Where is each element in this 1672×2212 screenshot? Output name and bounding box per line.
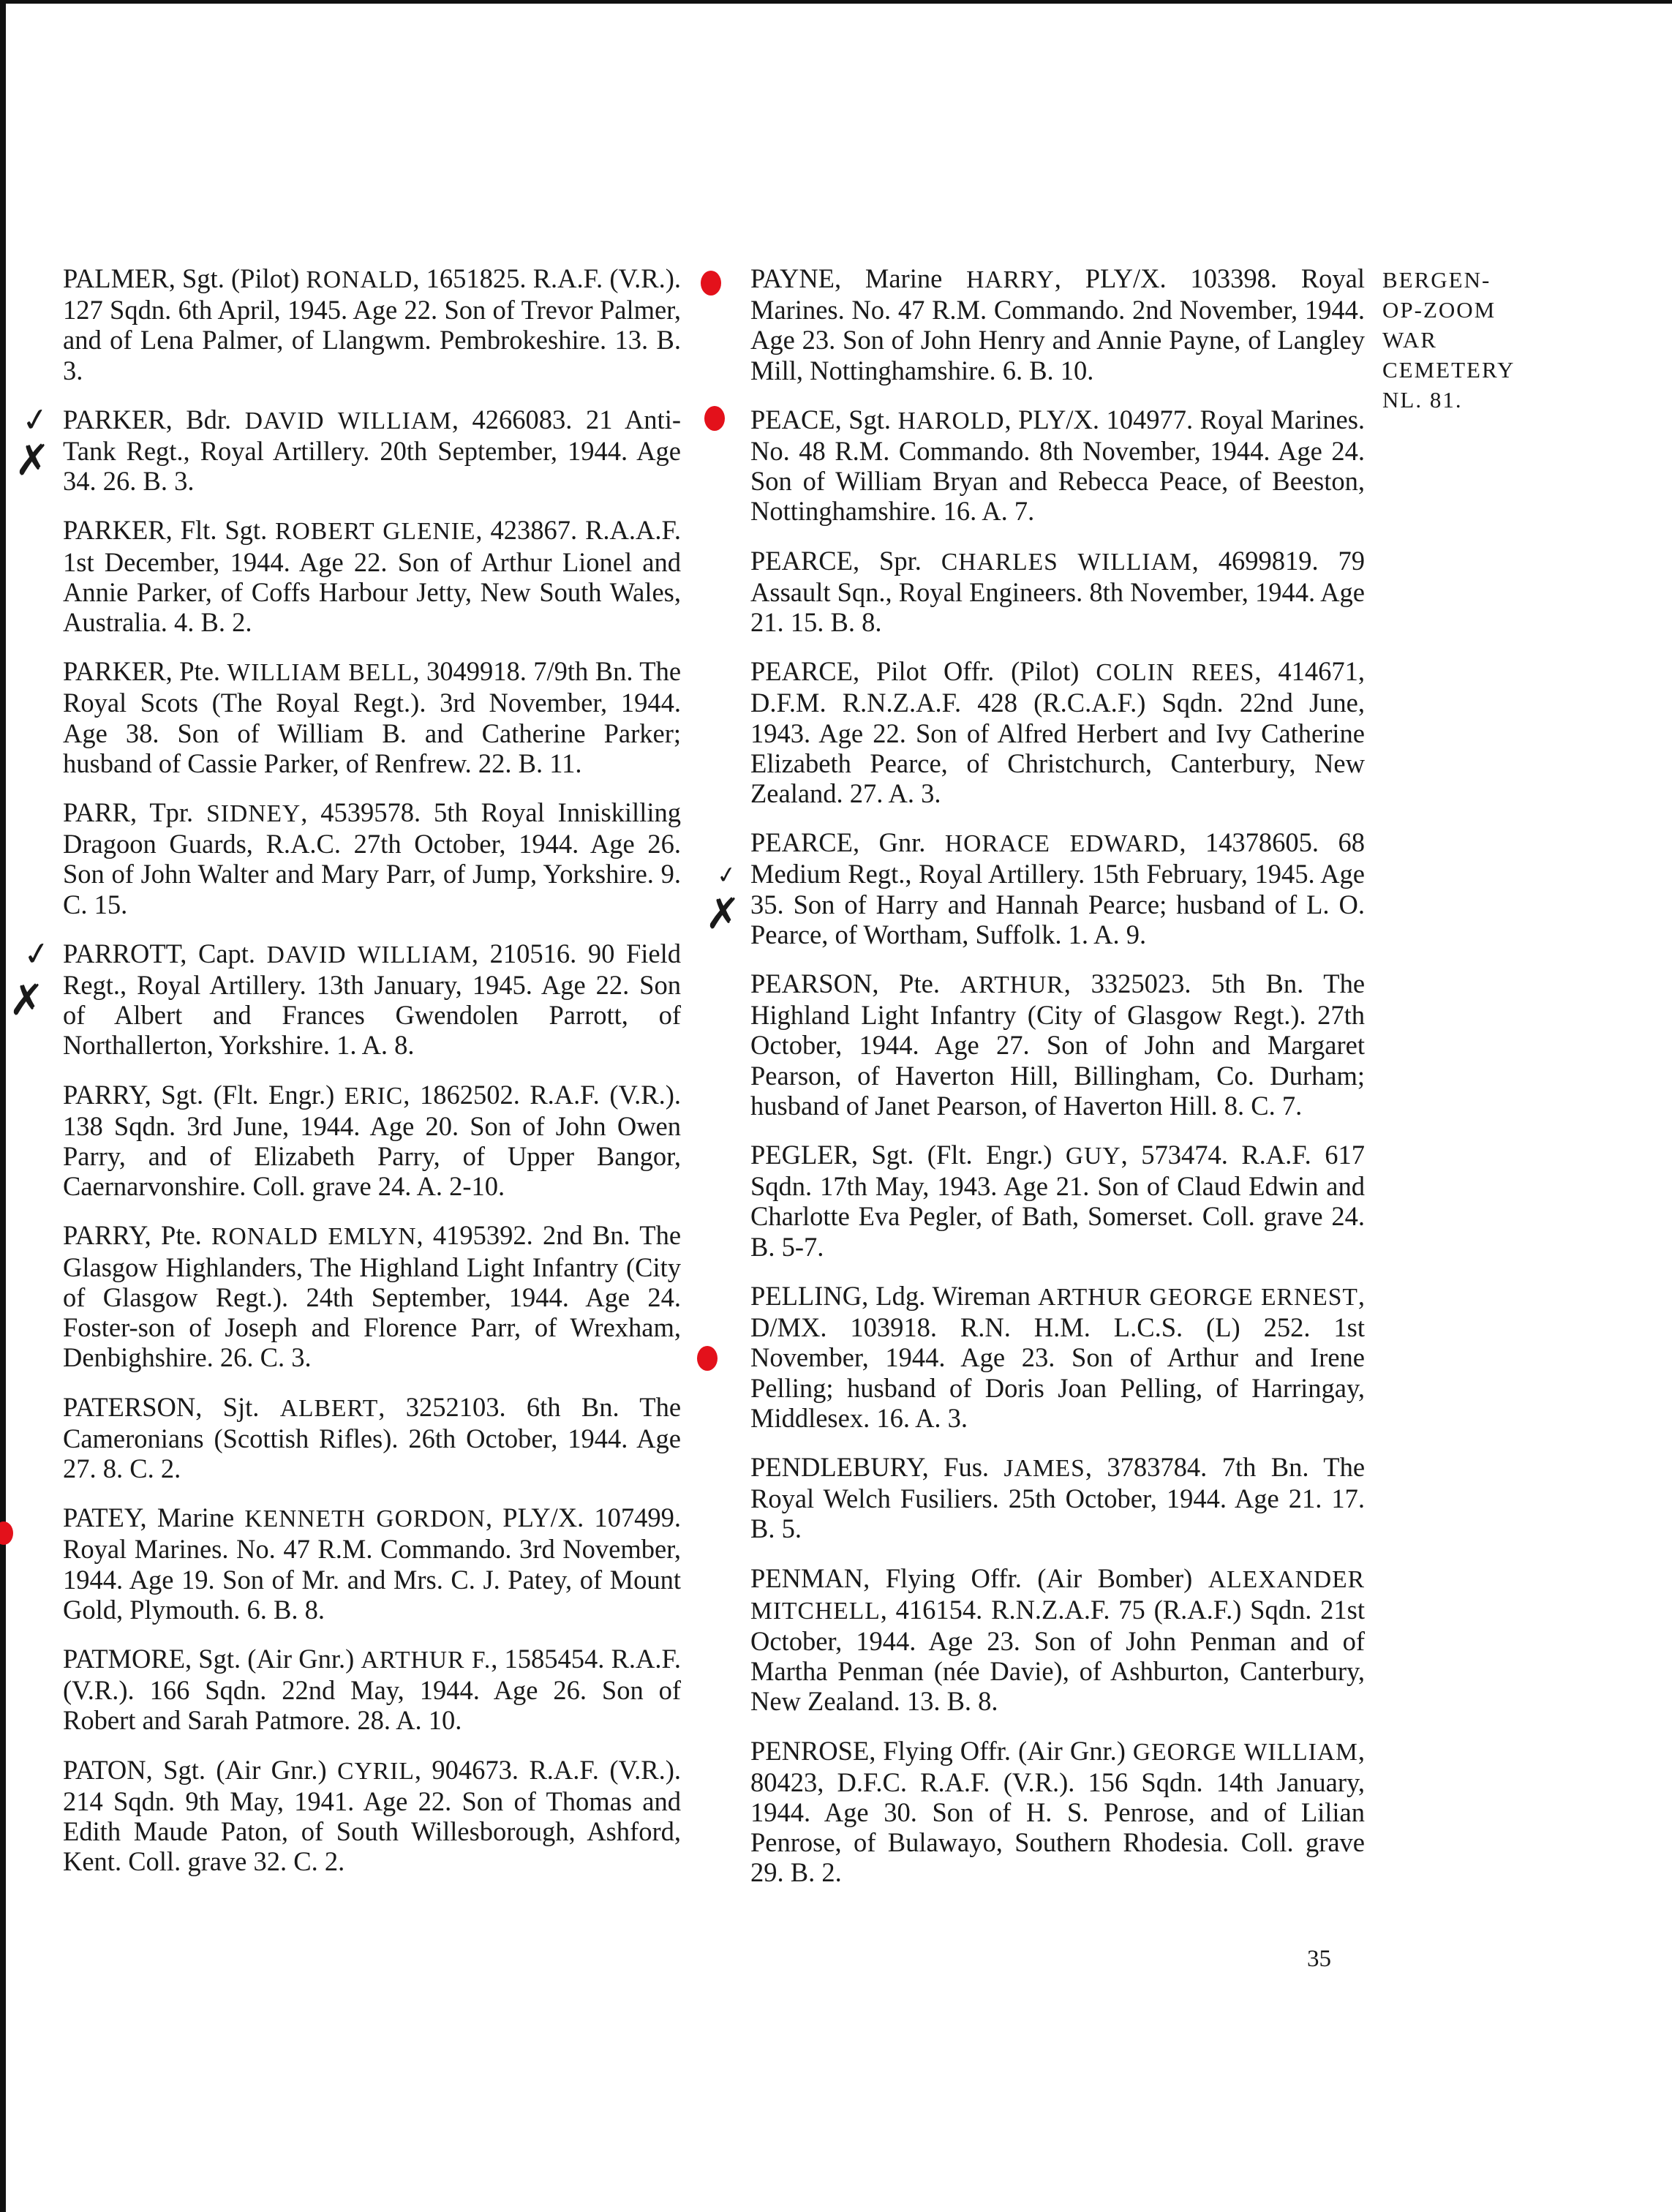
- cross-mark-icon: ✗: [15, 435, 50, 485]
- tick-mark-icon: ✓: [20, 933, 53, 975]
- entry-peace: PEACE, Sgt. HAROLD, PLY/X. 104977. Royal Marines. No. 48 R.M. Commando. 8th November, 1944. Age 24. Son of William Bryan and Rebecca Peace, of Beeston, Nottinghamshire. 16. A. 7.: [750, 404, 1366, 527]
- entry-pelling: PELLING, Ldg. Wireman ARTHUR GEORGE ERNEST, D/MX. 103918. R.N. H.M. L.C.S. (L) 252. 1st November, 1944. Age 23. Son of Arthur and Irene Pelling; husband of Doris Joan Pelling, of Harringay, Middlesex. 16. A. 3.: [750, 1280, 1366, 1433]
- entry-payne: PAYNE, Marine HARRY, PLY/X. 103398. Royal Marines. No. 47 R.M. Commando. 2nd November, 1944. Age 23. Son of John Henry and Annie Payne, of Langley Mill, Nottinghamshire. 6. B. 10.: [750, 263, 1366, 385]
- cross-mark-icon: ✗: [705, 889, 741, 938]
- cemetery-line: OP-ZOOM: [1382, 297, 1496, 323]
- cemetery-line: BERGEN-: [1382, 267, 1491, 293]
- entry-pearson: PEARSON, Pte. ARTHUR, 3325023. 5th Bn. The Highland Light Infantry (City of Glasgow Regt.). 27th October, 1944. Age 27. Son of John and Margaret Pearson, of Haverton Hill, Billingham, Co. Durham; husband of Janet Pearson, of Haverton Hill. 8. C. 7.: [750, 968, 1366, 1121]
- red-dot-annotation: [701, 271, 721, 296]
- tick-mark-icon: ✓: [715, 859, 739, 890]
- entry-parker-david: PARKER, Bdr. DAVID WILLIAM, 4266083. 21 Anti-Tank Regt., Royal Artillery. 20th September, 1944. Age 34. 26. B. 3.: [63, 404, 681, 497]
- scan-border-left: [0, 0, 6, 2212]
- entry-penman: PENMAN, Flying Offr. (Air Bomber) ALEXANDER MITCHELL, 416154. R.N.Z.A.F. 75 (R.A.F.) Sqdn. 21st October, 1944. Age 23. Son of John Penman and of Martha Penman (née Davie), of Ashburton, Canterbury, New Zealand. 13. B. 8.: [750, 1562, 1366, 1717]
- page-number: 35: [1307, 1946, 1331, 1972]
- cemetery-heading: [1382, 265, 1514, 415]
- right-column: [750, 263, 1365, 1907]
- red-dot-annotation: [0, 1521, 13, 1545]
- entry-parrott: PARROTT, Capt. DAVID WILLIAM, 210516. 90 Field Regt., Royal Artillery. 13th January, 1945. Age 22. Son of Albert and Frances Gwendolen Parrott, of Northallerton, Yorkshire. 1. A. 8.: [63, 938, 681, 1061]
- scan-border-top: [0, 0, 1672, 4]
- entry-pearce-charles: PEARCE, Spr. CHARLES WILLIAM, 4699819. 79 Assault Sqn., Royal Engineers. 8th November, 1944. Age 21. 15. B. 8.: [750, 545, 1366, 638]
- cemetery-line: NL. 81.: [1382, 387, 1463, 413]
- entry-pegler: PEGLER, Sgt. (Flt. Engr.) GUY, 573474. R.A.F. 617 Sqdn. 17th May, 1943. Age 21. Son of Claud Edwin and Charlotte Eva Pegler, of Bath, Somerset. Coll. grave 24. B. 5-7.: [750, 1140, 1366, 1262]
- entry-patey: PATEY, Marine KENNETH GORDON, PLY/X. 107499. Royal Marines. No. 47 R.M. Commando. 3rd November, 1944. Age 19. Son of Mr. and Mrs. C. J. Patey, of Mount Gold, Plymouth. 6. B. 8.: [63, 1502, 682, 1625]
- entry-parr: PARR, Tpr. SIDNEY, 4539578. 5th Royal Inniskilling Dragoon Guards, R.A.C. 27th October, 1944. Age 26. Son of John Walter and Mary Parr, of Jump, Yorkshire. 9. C. 15.: [63, 797, 681, 919]
- entry-penrose: PENROSE, Flying Offr. (Air Gnr.) GEORGE WILLIAM, 80423, D.F.C. R.A.F. (V.R.). 156 Sqdn. 14th January, 1944. Age 30. Son of H. S. Penrose, and of Lilian Penrose, of Bulawayo, Southern Rhodesia. Coll. grave 29. B. 2.: [750, 1735, 1366, 1888]
- entry-palmer: PALMER, Sgt. (Pilot) RONALD, 1651825. R.A.F. (V.R.). 127 Sqdn. 6th April, 1945. Age 22. Son of Trevor Palmer, and of Lena Palmer, of Llangwm. Pembrokeshire. 13. B. 3.: [63, 263, 682, 385]
- entry-pearce-colin: PEARCE, Pilot Offr. (Pilot) COLIN REES, 414671, D.F.M. R.N.Z.A.F. 428 (R.C.A.F.) Sqdn. 22nd June, 1943. Age 22. Son of Alfred Herbert and Ivy Catherine Elizabeth Pearce, of Christchurch, Canterbury, New Zealand. 27. A. 3.: [750, 656, 1366, 809]
- cemetery-line: CEMETERY: [1382, 357, 1515, 383]
- entry-parry-ronald: PARRY, Pte. RONALD EMLYN, 4195392. 2nd Bn. The Glasgow Highlanders, The Highland Light Infantry (City of Glasgow Regt.). 24th September, 1944. Age 24. Foster-son of Joseph and Florence Parr, of Wrexham, Denbighshire. 26. C. 3.: [63, 1220, 682, 1373]
- red-dot-annotation: [697, 1346, 718, 1371]
- entry-paterson: PATERSON, Sjt. ALBERT, 3252103. 6th Bn. The Cameronians (Scottish Rifles). 26th October, 1944. Age 27. 8. C. 2.: [63, 1391, 682, 1483]
- cemetery-line: WAR: [1382, 327, 1437, 353]
- entry-pearce-horace: PEARCE, Gnr. HORACE EDWARD, 14378605. 68 Medium Regt., Royal Artillery. 15th February, 1945. Age 35. Son of Harry and Hannah Pearce; husband of L. O. Pearce, of Wortham, Suffolk. 1. A. 9.: [750, 827, 1365, 949]
- entry-parker-william: PARKER, Pte. WILLIAM BELL, 3049918. 7/9th Bn. The Royal Scots (The Royal Regt.). 3rd November, 1944. Age 38. Son of William B. and Catherine Parker; husband of Cassie Parker, of Renfrew. 22. B. 11.: [63, 656, 682, 778]
- tick-mark-icon: ✓: [19, 399, 52, 441]
- left-column: [63, 263, 681, 1895]
- entry-parry-eric: PARRY, Sgt. (Flt. Engr.) ERIC, 1862502. R.A.F. (V.R.). 138 Sqdn. 3rd June, 1944. Age 20. Son of John Owen Parry, and of Elizabeth Parry, of Upper Bangor, Caernarvonshire. Coll. grave 24. A. 2-10.: [63, 1079, 682, 1202]
- entry-pendlebury: PENDLEBURY, Fus. JAMES, 3783784. 7th Bn. The Royal Welch Fusiliers. 25th October, 1944. Age 21. 17. B. 5.: [750, 1451, 1366, 1544]
- cross-mark-icon: ✗: [9, 975, 45, 1025]
- entry-parker-robert: PARKER, Flt. Sgt. ROBERT GLENIE, 423867. R.A.A.F. 1st December, 1944. Age 22. Son of Arthur Lionel and Annie Parker, of Coffs Harbour Jetty, New South Wales, Australia. 4. B. 2.: [63, 515, 682, 638]
- red-dot-annotation: [704, 406, 725, 431]
- entry-patmore: PATMORE, Sgt. (Air Gnr.) ARTHUR F., 1585454. R.A.F. (V.R.). 166 Sqdn. 22nd May, 1944. Age 26. Son of Robert and Sarah Patmore. 28. A. 10.: [63, 1643, 682, 1736]
- entry-paton: PATON, Sgt. (Air Gnr.) CYRIL, 904673. R.A.F. (V.R.). 214 Sqdn. 9th May, 1941. Age 22. Son of Thomas and Edith Maude Paton, of South Willesborough, Ashford, Kent. Coll. grave 32. C. 2.: [63, 1754, 681, 1877]
